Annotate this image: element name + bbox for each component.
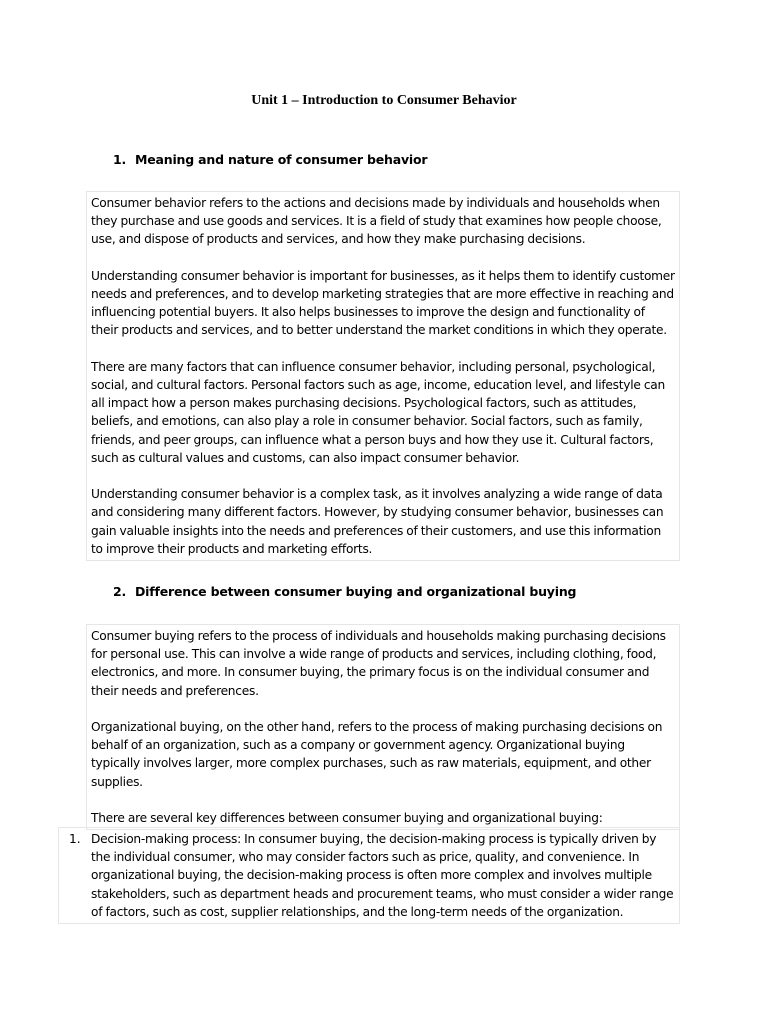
section-title: Difference between consumer buying and organizational buying [135, 584, 577, 599]
paragraph: There are many factors that can influence consumer behavior, including personal, psychological, social, and cultural factors. Personal factors such as age, income, education level, and lifestyle can all impact how a person makes purchasing decisions. Psychological factors, such as attitudes, beliefs, and emotions, can also play a role in consumer behavior. Social factors, such as family, friends, and peer groups, can influence what a person buys and how they use it. Cultural factors, such as cultural values and customs, can also impact consumer behavior. [91, 359, 666, 465]
section-number: 2. [113, 584, 127, 599]
paragraph: Consumer behavior refers to the actions and decisions made by individuals and households when they purchase and use goods and services. It is a field of study that examines how people choose, use, and dispose of products and services, and how they make purchasing decisions. [91, 196, 662, 247]
list-number-text: 1. [69, 832, 81, 846]
section-number: 1. [113, 152, 127, 167]
section-heading-2 [113, 584, 576, 600]
paragraph: There are several key differences between consumer buying and organizational buying: [91, 811, 603, 825]
paragraph: Understanding consumer behavior is important for businesses, as it helps them to identify customer needs and preferences, and to develop marketing strategies that are more effective in reaching and influencing potential buyers. It also helps businesses to improve the design and functionality of their products and services, and to better understand the market conditions in which they operate. [91, 268, 675, 338]
list-item-text: Decision-making process: In consumer buying, the decision-making process is typically driven by the individual consumer, who may consider factors such as price, quality, and convenience. In organizational buying, the decision-making process is often more complex and involves multiple stakeholders, such as department heads and procurement teams, who must consider a wider range of factors, such as cost, supplier relationships, and the long-term needs of the organization. [91, 832, 674, 919]
section-title: Meaning and nature of consumer behavior [135, 152, 428, 167]
list-item-body [91, 830, 675, 921]
paragraph: Understanding consumer behavior is a complex task, as it involves analyzing a wide range of data and considering many different factors. However, by studying consumer behavior, businesses can gain valuable insights into the needs and preferences of their customers, and use this information to improve their products and marketing efforts. [91, 487, 664, 556]
section-1-text-box [86, 191, 680, 561]
paragraph: Consumer buying refers to the process of individuals and households making purchasing decisions for personal use. This can involve a wide range of products and services, including clothing, food, electronics, and more. In consumer buying, the primary focus is on the individual consumer and their needs and preferences. [91, 629, 666, 698]
paragraph: Organizational buying, on the other hand, refers to the process of making purchasing decisions on behalf of an organization, such as a company or government agency. Organizational buying typically involves larger, more complex purchases, such as raw materials, equipment, and other supplies. [91, 720, 663, 789]
section-heading-1 [113, 152, 427, 168]
section-2-text-box [86, 624, 680, 830]
document-title: Unit 1 – Introduction to Consumer Behavior [251, 93, 517, 108]
list-item [58, 827, 680, 924]
list-item-number [59, 830, 91, 921]
